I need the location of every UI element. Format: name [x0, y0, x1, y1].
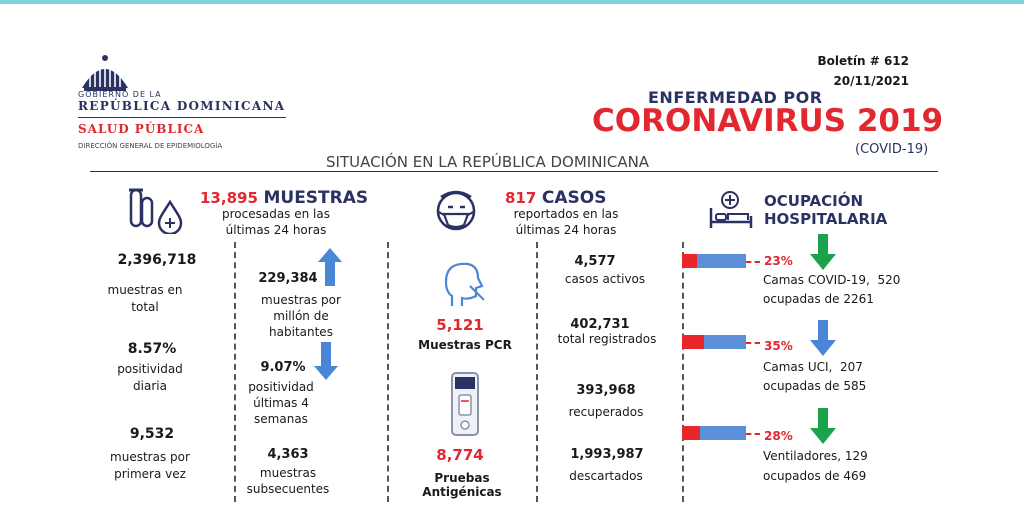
ministry-name: SALUD PÚBLICA	[78, 122, 205, 136]
occupancy-bar-fill	[682, 426, 700, 440]
arrow-down-icon	[810, 234, 836, 270]
test-tube-icon	[127, 188, 157, 234]
positivity-4-weeks-value: 9.07%	[260, 360, 306, 375]
cases-headline-number: 817	[505, 189, 537, 207]
occupancy-bar-fill	[682, 335, 704, 349]
samples-headline-sub: procesadas en las últimas 24 horas	[222, 207, 330, 237]
hospital-title-line1: OCUPACIÓN	[764, 192, 864, 210]
occupancy-bar-guide	[746, 261, 760, 263]
positivity-4-weeks-label: positividad últimas 4 semanas	[248, 380, 314, 426]
samples-icons	[127, 188, 187, 234]
hospital-title-line2: HOSPITALARIA	[764, 210, 888, 228]
samples-headline-number: 13,895	[200, 189, 258, 207]
occupancy-bar-guide	[746, 342, 760, 344]
arrow-down-icon	[810, 320, 836, 356]
column-divider-1	[234, 242, 236, 502]
per-million-value: 229,384	[258, 271, 318, 286]
antigen-test-icon	[450, 371, 480, 437]
masked-face-icon	[433, 189, 479, 235]
arrow-down-icon	[810, 408, 836, 444]
occupancy-detail-line1: Ventiladores, 129	[763, 449, 868, 463]
subsequent-samples-value: 4,363	[267, 447, 309, 462]
column-divider-3	[536, 242, 538, 502]
directorate-name: DIRECCIÓN GENERAL DE EPIDEMIOLOGÍA	[78, 142, 223, 150]
occupancy-percent: 35%	[764, 339, 793, 353]
occupancy-bar	[682, 335, 746, 349]
active-cases-value: 4,577	[574, 254, 616, 269]
occupancy-bar	[682, 254, 746, 268]
column-divider-4	[682, 242, 684, 502]
occupancy-bar-guide	[746, 433, 760, 435]
recovered-label: recuperados	[568, 405, 644, 419]
logo-rule	[78, 117, 286, 118]
per-million-label: muestras por millón de habitantes	[261, 293, 341, 339]
antigen-tests-value: 8,774	[436, 446, 484, 464]
nasal-swab-icon	[438, 256, 486, 308]
first-time-samples-label: muestras por primera vez	[110, 450, 190, 481]
samples-total-label: muestras en total	[107, 283, 183, 314]
hospital-bed-icon	[708, 190, 754, 230]
discarded-label: descartados	[569, 469, 643, 483]
cases-headline-label: CASOS	[541, 188, 607, 208]
situation-heading: SITUACIÓN EN LA REPÚBLICA DOMINICANA	[326, 153, 650, 171]
pcr-samples-label: Muestras PCR	[418, 338, 512, 352]
registered-cases-value: 402,731	[570, 317, 630, 332]
bulletin-date: 20/11/2021	[833, 74, 909, 88]
daily-positivity-label: positividad diaria	[117, 362, 183, 393]
subsequent-samples-label: muestras subsecuentes	[246, 466, 330, 496]
discarded-value: 1,993,987	[570, 447, 644, 462]
occupancy-detail-line1: Camas COVID-19, 520	[763, 273, 901, 287]
blood-drop-icon	[157, 200, 183, 234]
government-logo	[78, 54, 308, 154]
header-rule	[90, 171, 938, 172]
title-top: ENFERMEDAD POR	[648, 88, 823, 107]
occupancy-detail-line2: ocupadas de 585	[763, 379, 867, 393]
recovered-value: 393,968	[576, 383, 636, 398]
occupancy-detail-line2: ocupados de 469	[763, 469, 867, 483]
daily-positivity-value: 8.57%	[127, 341, 177, 357]
arrow-down-icon	[314, 342, 338, 380]
first-time-samples-value: 9,532	[129, 426, 175, 442]
occupancy-percent: 28%	[764, 429, 793, 443]
occupancy-bar	[682, 426, 746, 440]
occupancy-percent: 23%	[764, 254, 793, 268]
arrow-up-icon	[318, 248, 342, 286]
registered-cases-label: total registrados	[557, 332, 657, 346]
active-cases-label: casos activos	[564, 272, 646, 286]
samples-total-value: 2,396,718	[117, 252, 197, 268]
occupancy-detail-line1: Camas UCI, 207	[763, 360, 863, 374]
title-main: CORONAVIRUS 2019	[592, 103, 944, 139]
samples-headline-label: MUESTRAS	[263, 188, 369, 208]
cases-headline-sub: reportados en las últimas 24 horas	[513, 207, 619, 237]
antigen-tests-label: Pruebas Antigénicas	[422, 471, 502, 499]
occupancy-bar-fill	[682, 254, 697, 268]
samples-headline	[200, 188, 368, 208]
coat-of-arms-icon	[78, 54, 132, 94]
gov-line: GOBIERNO DE LA	[78, 90, 162, 99]
top-accent-line	[0, 0, 1024, 4]
occupancy-detail-line2: ocupadas de 2261	[763, 292, 874, 306]
column-divider-2	[387, 242, 389, 502]
cases-headline	[505, 188, 606, 208]
pcr-samples-value: 5,121	[436, 316, 484, 334]
republic-name: REPÚBLICA DOMINICANA	[78, 99, 286, 113]
title-sub: (COVID-19)	[855, 142, 929, 157]
bulletin-number: Boletín # 612	[817, 54, 909, 68]
